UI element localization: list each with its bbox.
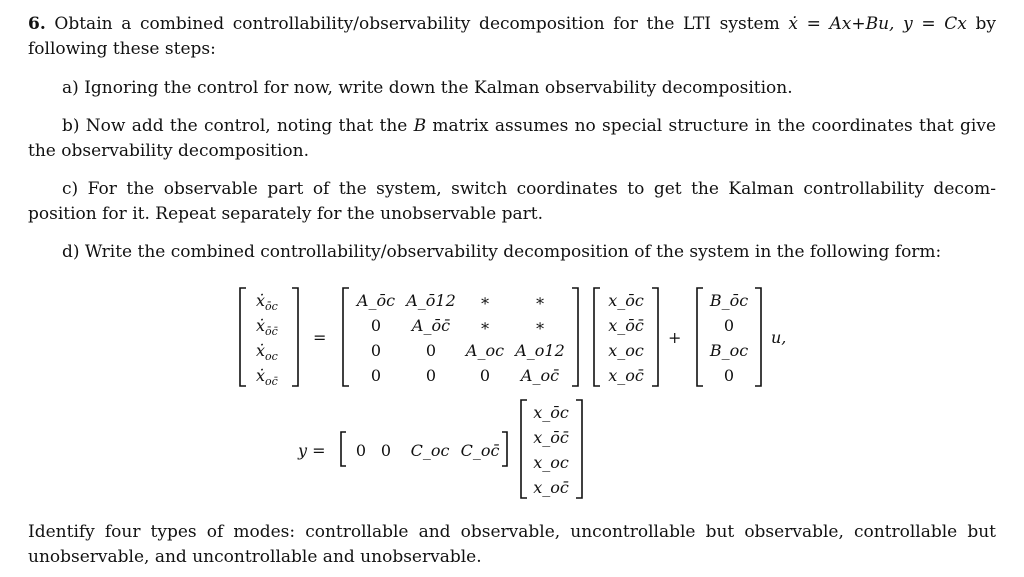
y-lhs: y = (298, 441, 326, 460)
svg-text:ẋoc̄ (256, 366, 278, 388)
b-vector-bracket-left (697, 288, 703, 386)
c-row-bracket-right (502, 432, 507, 466)
lhs-bracket-right (292, 288, 298, 386)
step-b-math: B (413, 116, 427, 136)
lhs-sub: ōc (265, 300, 278, 313)
lhs-entry: ẋ (256, 291, 266, 310)
a-cell: ∗ (479, 316, 491, 335)
x-vector-bracket-left (594, 288, 600, 386)
lhs-sub: ōc̄ (265, 325, 278, 338)
x-entry: x_ōc (533, 403, 569, 422)
c-cell: C_oc (410, 441, 450, 460)
c-cell: 0 (380, 441, 392, 460)
c-row (356, 441, 500, 460)
x-vector (608, 291, 644, 385)
problem-intro: Obtain a combined controllability/observability decomposition for the LTI system (54, 14, 780, 34)
lhs-entry: ẋ (256, 316, 266, 335)
b-vector-bracket-right (755, 288, 761, 386)
step-d-text: Write the combined controllability/observability decomposition of the system in the following form: (84, 242, 942, 262)
c-cell: 0 (355, 441, 367, 460)
step-b-text-tail: matrix assumes no special structure in the coordinates that give the observability decomposition. (28, 116, 997, 161)
svg-text:ẋoc (256, 341, 278, 363)
a-cell: A_oc (465, 341, 505, 360)
step-a-text: Ignoring the control for now, write down the Kalman observability decomposition. (84, 78, 793, 98)
a-cell: 0 (370, 366, 382, 385)
x-entry: x_oc̄ (533, 478, 569, 497)
a-matrix-bracket-right (572, 288, 578, 386)
x-vector2-bracket-left (521, 400, 527, 498)
b-entry: 0 (723, 366, 735, 385)
lhs-entry: ẋ (256, 341, 266, 360)
a-cell: A_ōc (356, 291, 396, 310)
b-entry: B_oc (709, 341, 749, 360)
x-entry: x_ōc (608, 291, 644, 310)
c-row-bracket-left (341, 432, 346, 466)
problem-number: 6. (28, 14, 46, 34)
a-cell: 0 (370, 341, 382, 360)
lhs-vector (256, 291, 278, 388)
a-cell: ∗ (479, 291, 491, 310)
lhs-sub: oc (265, 350, 278, 363)
step-c-label: c) (62, 179, 79, 199)
a-matrix (355, 291, 565, 385)
a-cell: ∗ (534, 316, 546, 335)
a-cell: 0 (479, 366, 491, 385)
lhs-sub: oc̄ (265, 375, 278, 388)
svg-text:ẋōc (256, 291, 278, 313)
x-entry: x_oc̄ (608, 366, 644, 385)
step-a-label: a) (62, 78, 79, 98)
svg-text:ẋōc̄ (256, 316, 278, 338)
a-cell: A_ōc̄ (411, 316, 451, 335)
c-cell: C_oc̄ (460, 441, 500, 460)
a-cell: 0 (425, 341, 437, 360)
equals-sign: = (313, 328, 327, 347)
b-vector (709, 291, 748, 385)
b-entry: 0 (723, 316, 735, 335)
problem-system: ẋ = Ax+Bu, y = Cx (788, 14, 967, 34)
a-cell: ∗ (534, 291, 546, 310)
a-cell: A_oc̄ (520, 366, 560, 385)
step-b-text: Now add the control, noting that the (85, 116, 408, 136)
a-cell: 0 (370, 316, 382, 335)
problem-intro-tail: by following these steps: (28, 14, 997, 59)
lhs-bracket-left (240, 288, 246, 386)
b-entry: B_ōc (709, 291, 749, 310)
x-vector-output (533, 403, 569, 497)
step-c-text: For the observable part of the system, switch coordinates to get the Kalman controllability decom- position for it. Repeat separately for the unobservable part. (28, 179, 996, 224)
a-cell: A_o12 (515, 341, 565, 360)
a-cell: 0 (425, 366, 437, 385)
input-u: u, (771, 328, 787, 347)
x-entry: x_ōc̄ (608, 316, 644, 335)
step-b-label: b) (62, 116, 80, 136)
x-vector2-bracket-right (576, 400, 582, 498)
step-d-label: d) (62, 242, 80, 262)
x-vector-bracket-right (652, 288, 658, 386)
a-cell: A_ō12 (406, 291, 456, 310)
plus-sign: + (668, 328, 682, 347)
lhs-entry: ẋ (256, 366, 266, 385)
x-entry: x_ōc̄ (533, 428, 569, 447)
x-entry: x_oc (608, 341, 644, 360)
conclusion: Identify four types of modes: controllable and observable, uncontrollable but observable, controllable but unobservable, and uncontrollable and unobservable. (28, 522, 996, 567)
x-entry: x_oc (533, 453, 569, 472)
a-matrix-bracket-left (343, 288, 349, 386)
